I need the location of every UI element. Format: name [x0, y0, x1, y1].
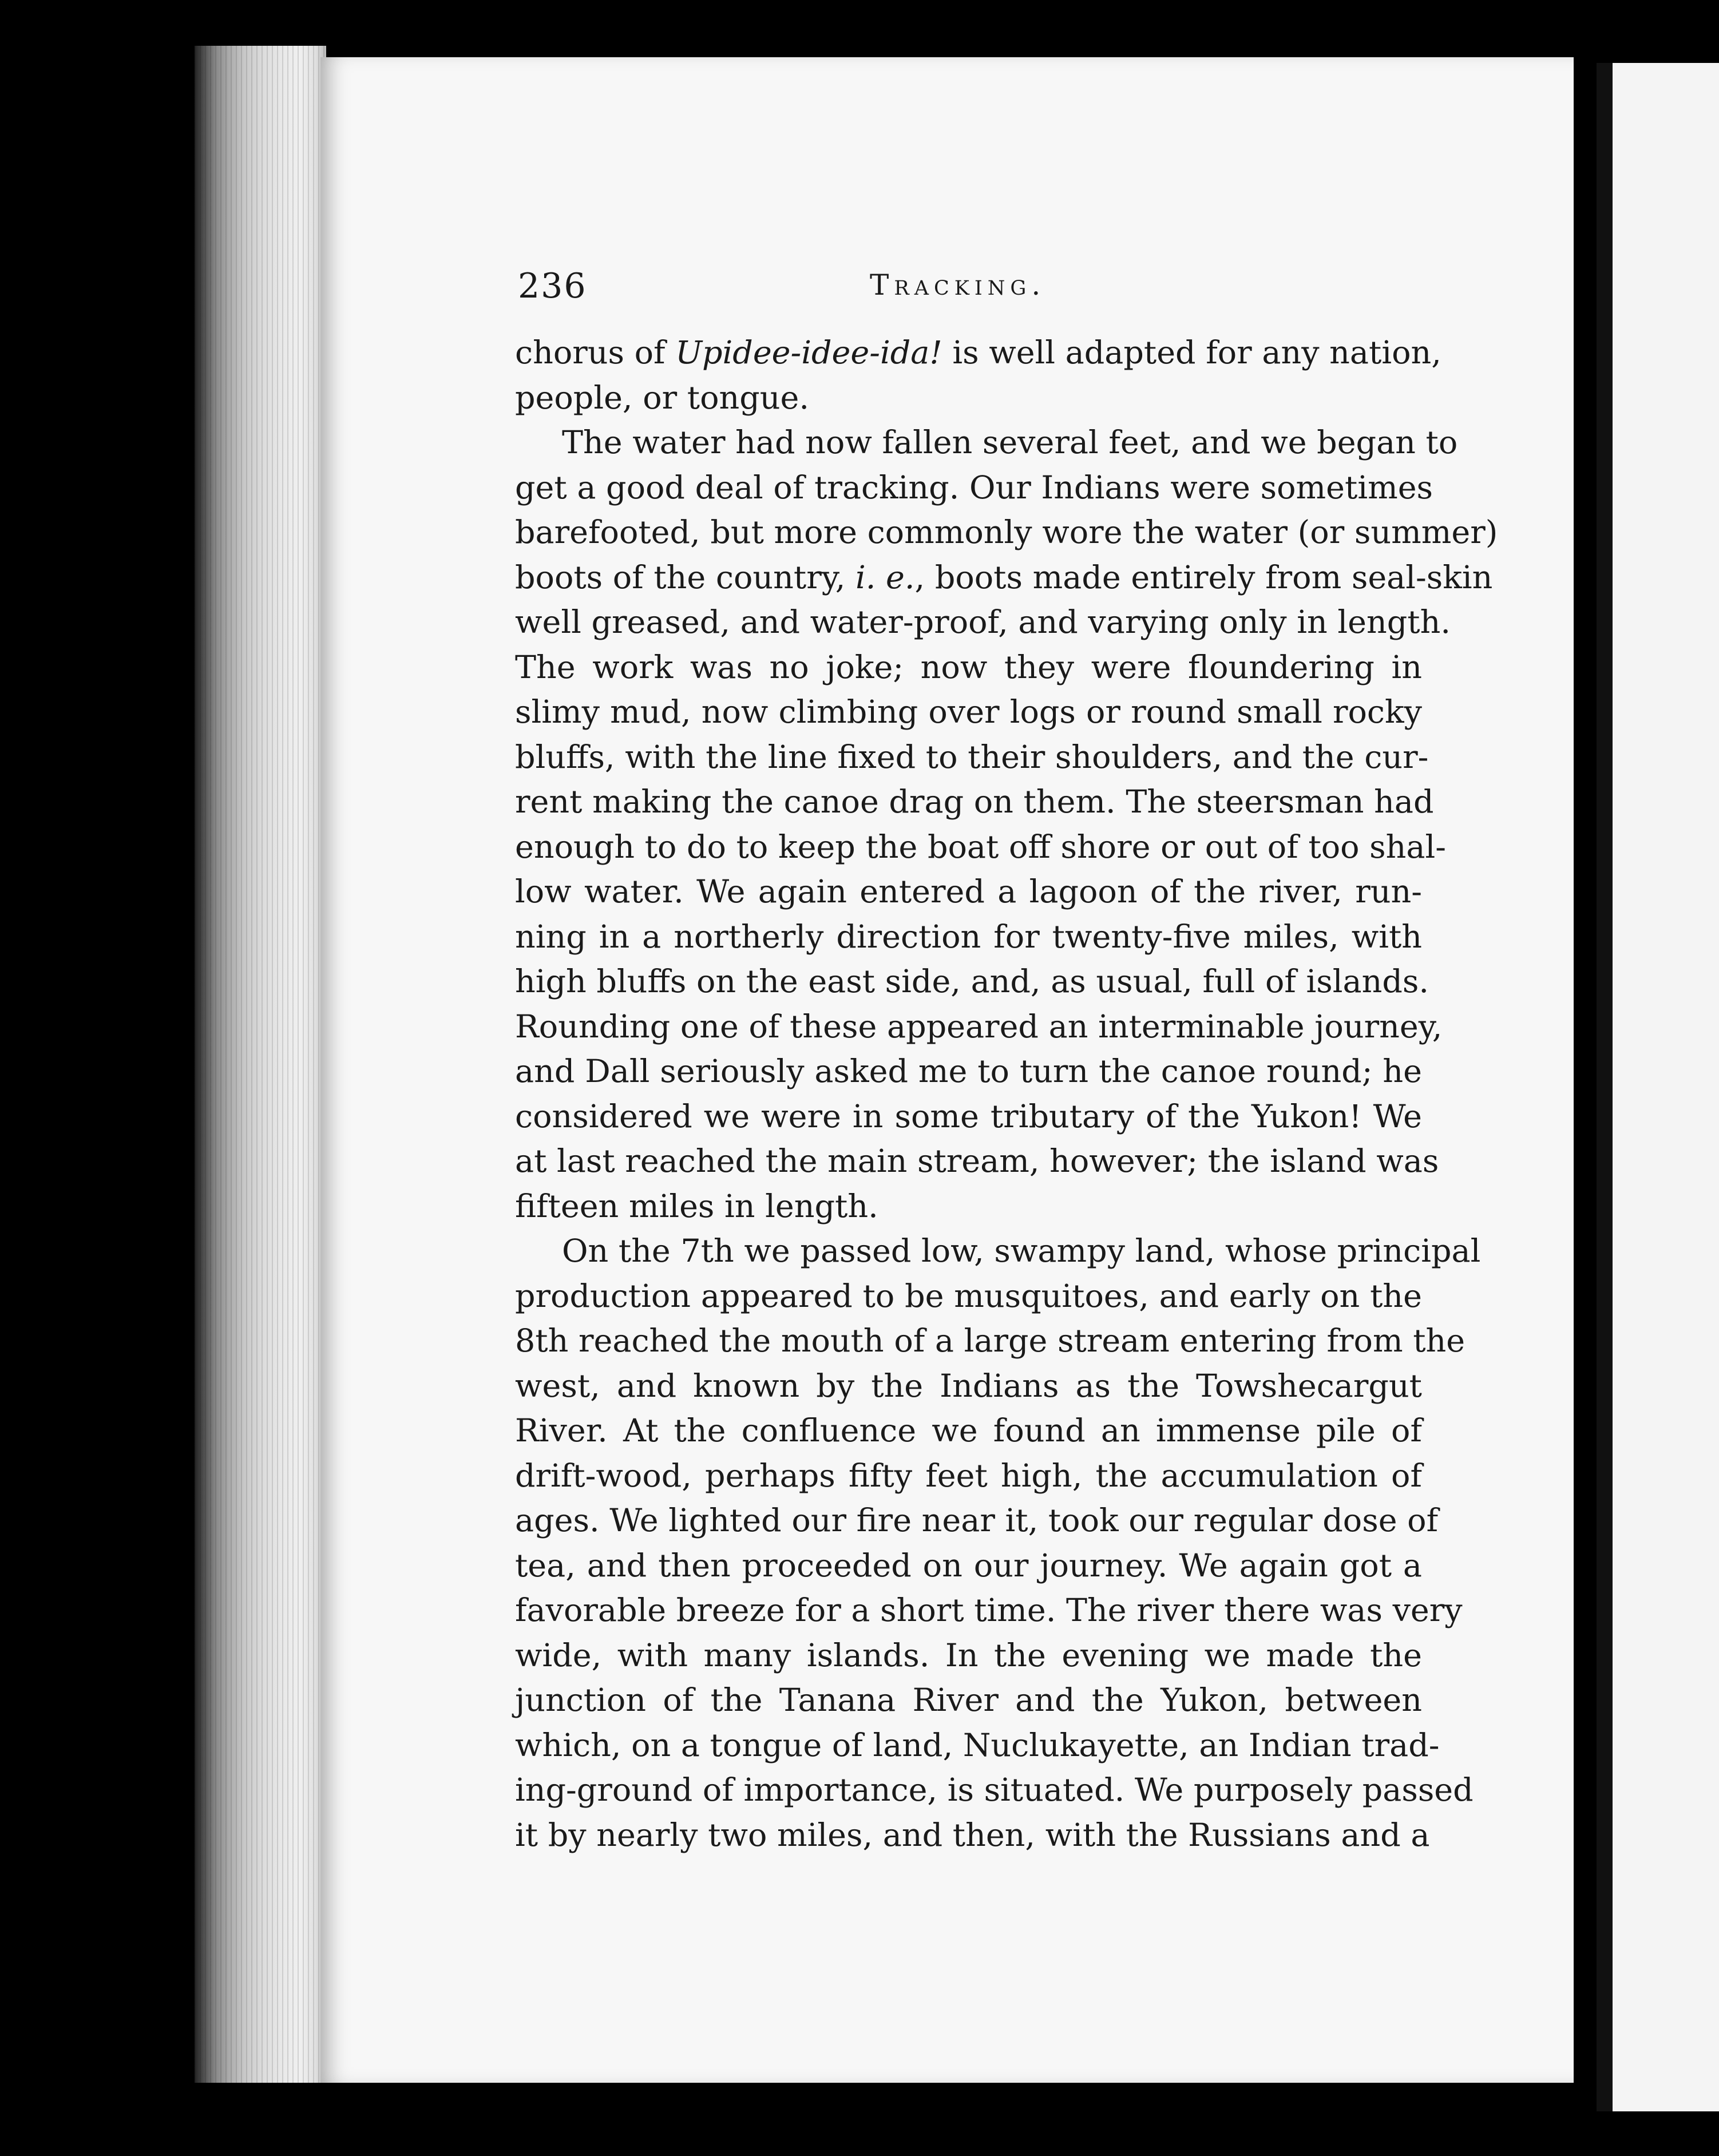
- paragraph: [515, 1229, 1481, 1858]
- text-line: fifteen miles in length.: [515, 1187, 878, 1225]
- text-line: considered we were in some tributary of the Yukon! We: [515, 1097, 1422, 1135]
- text-line: get a good deal of tracking. Our Indians were sometimes: [515, 469, 1433, 506]
- text-line: junction of the Tanana River and the Yukon, between: [515, 1682, 1422, 1719]
- text-line: rent making the canoe drag on them. The steersman had: [515, 783, 1434, 821]
- text-line: Rounding one of these appeared an interminable journey,: [515, 1008, 1443, 1045]
- text-line: which, on a tongue of land, Nuclukayette, an Indian trad-: [515, 1726, 1440, 1764]
- text-line: high bluffs on the east side, and, as usual, full of islands.: [515, 963, 1429, 1000]
- page-title: Tracking.: [870, 268, 1046, 302]
- facing-page-edge: [1597, 63, 1719, 2111]
- text-line: drift-wood, perhaps fifty feet high, the accumulation of: [515, 1457, 1422, 1495]
- text-line: low water. We again entered a lagoon of the river, run-: [515, 873, 1422, 910]
- text-line: River. At the confluence we found an immense pile of: [515, 1412, 1422, 1449]
- text-line: favorable breeze for a short time. The river there was very: [515, 1592, 1463, 1629]
- text-line: well greased, and water-proof, and varying only in length.: [515, 604, 1451, 641]
- text-line: boots of the country, i. e., boots made entirely from seal-skin: [515, 558, 1493, 596]
- running-head: [518, 266, 1422, 312]
- text-line: and Dall seriously asked me to turn the canoe round; he: [515, 1053, 1422, 1090]
- text-line: it by nearly two miles, and then, with the Russians and a: [515, 1816, 1430, 1854]
- body-text: [515, 331, 1498, 1858]
- text-line: bluffs, with the line fixed to their shoulders, and the cur-: [515, 738, 1429, 776]
- text-line: The work was no joke; now they were floundering in: [515, 648, 1422, 686]
- text-line: enough to do to keep the boat off shore or out of too shal-: [515, 828, 1446, 866]
- text-line: west, and known by the Indians as the Towshecargut: [515, 1367, 1422, 1405]
- text-line: barefooted, but more commonly wore the water (or summer): [515, 514, 1498, 551]
- page-number: 236: [518, 266, 587, 306]
- text-line: ing-ground of importance, is situated. We purposely passed: [515, 1771, 1474, 1809]
- text-line: at last reached the main stream, however; the island was: [515, 1143, 1439, 1180]
- text-line: chorus of Upidee-idee-ida! is well adapted for any nation,: [515, 334, 1441, 371]
- text-line: tea, and then proceeded on our journey. We again got a: [515, 1547, 1422, 1584]
- text-line: On the 7th we passed low, swampy land, whose principal: [562, 1232, 1481, 1270]
- text-line: wide, with many islands. In the evening we made the: [515, 1636, 1422, 1674]
- text-line: slimy mud, now climbing over logs or round small rocky: [515, 693, 1422, 731]
- text-line: The water had now fallen several feet, and we began to: [562, 424, 1458, 461]
- paragraph: [515, 331, 1441, 421]
- text-line: people, or tongue.: [515, 379, 809, 417]
- text-line: production appeared to be musquitoes, and early on the: [515, 1277, 1422, 1315]
- paragraph: [515, 421, 1498, 1229]
- book-page-edges: [195, 46, 326, 2083]
- text-line: 8th reached the mouth of a large stream entering from the: [515, 1322, 1465, 1360]
- text-line: ning in a northerly direction for twenty-five miles, with: [515, 918, 1422, 956]
- text-line: ages. We lighted our fire near it, took our regular dose of: [515, 1502, 1439, 1539]
